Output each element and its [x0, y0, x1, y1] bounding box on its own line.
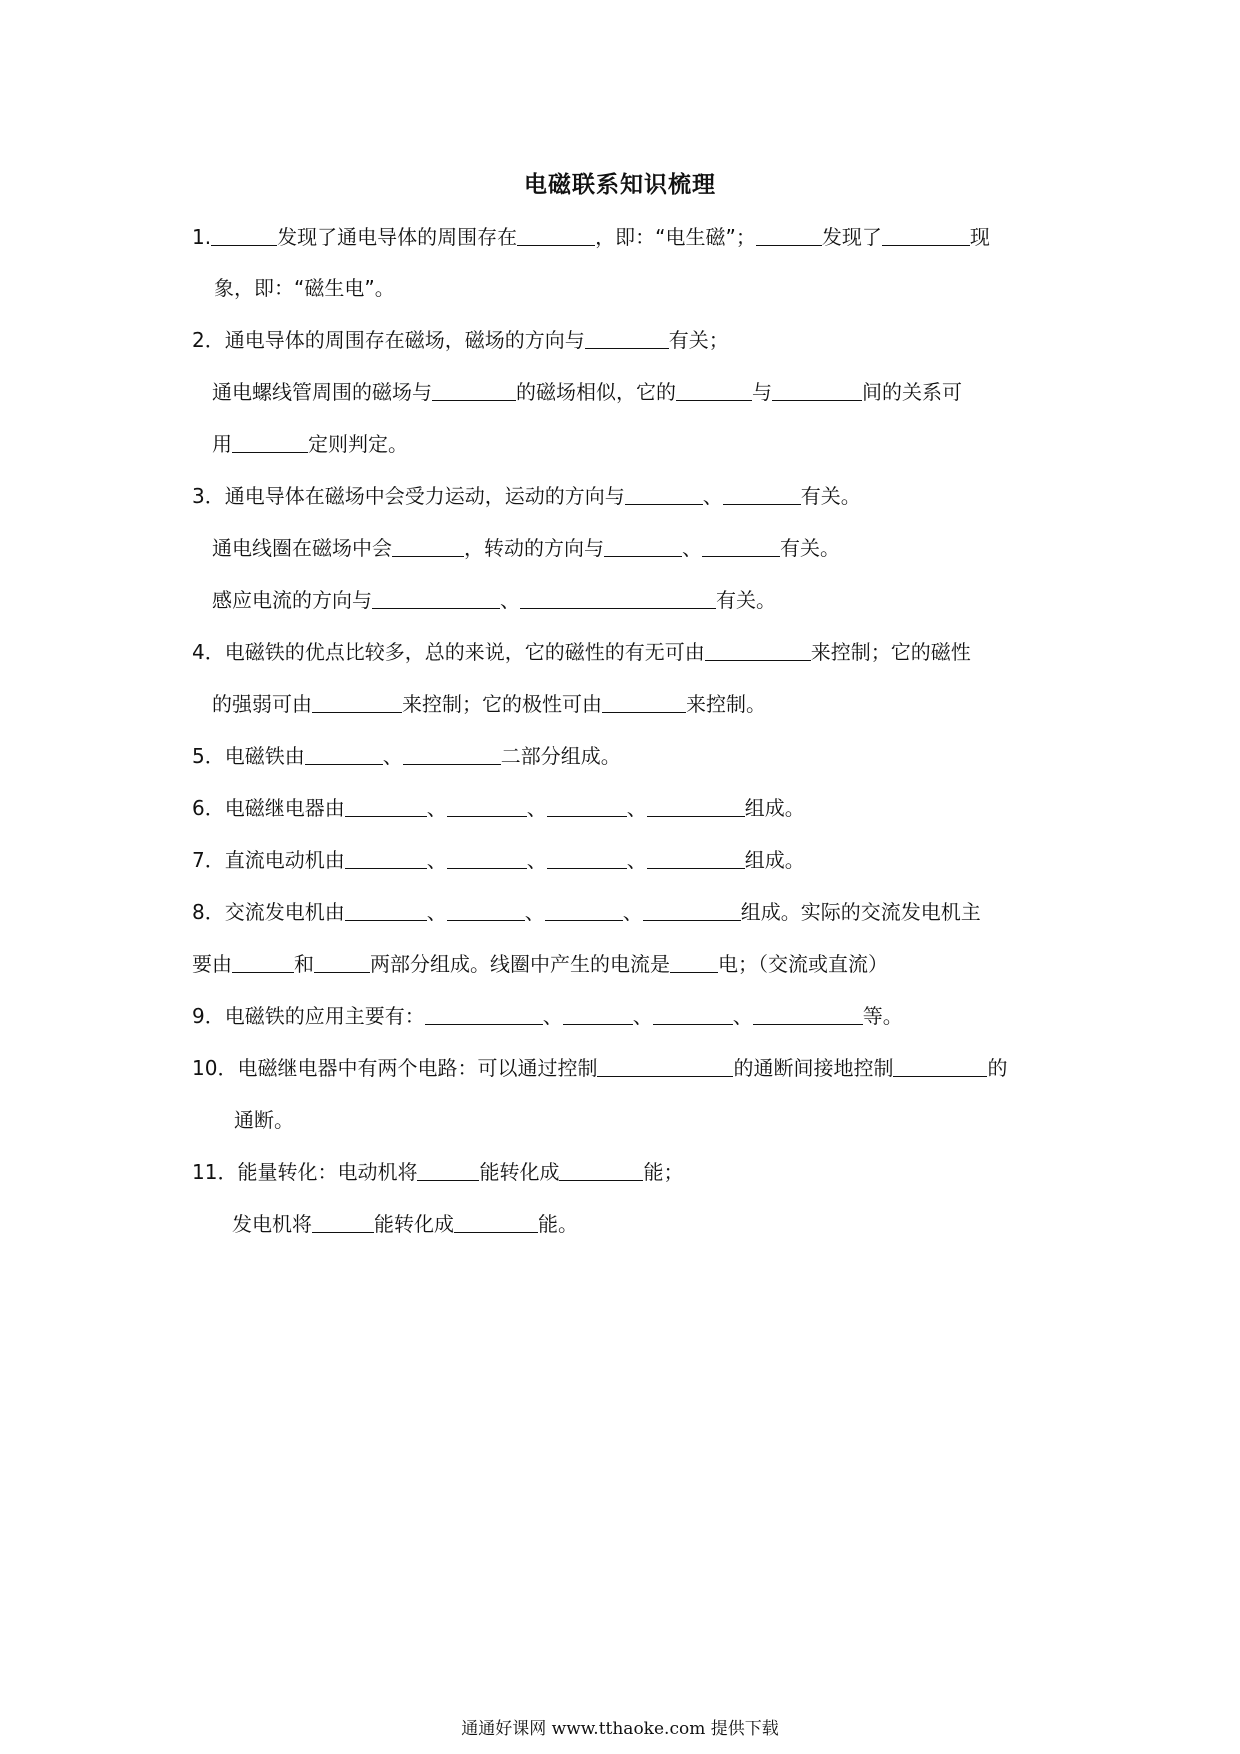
fill-blank[interactable]: [211, 221, 277, 246]
fill-blank[interactable]: [643, 896, 741, 921]
item-text: 、: [426, 848, 447, 872]
fill-blank[interactable]: [345, 844, 427, 869]
item-text: 、: [426, 796, 447, 820]
fill-blank[interactable]: [723, 480, 801, 505]
item-text: 能转化成: [374, 1212, 454, 1236]
item-text: 二部分组成。: [500, 744, 621, 768]
fill-blank[interactable]: [454, 1208, 538, 1233]
item-text: 4．电磁铁的优点比较多，总的来说，它的磁性的有无可由: [192, 640, 705, 664]
item-text: 10．电磁继电器中有两个电路：可以通过控制: [192, 1056, 598, 1080]
item-8-line-1: [192, 895, 981, 929]
fill-blank[interactable]: [545, 896, 623, 921]
item-8-line-2: [192, 947, 888, 981]
fill-blank[interactable]: [447, 896, 525, 921]
item-text: 、: [682, 536, 702, 560]
item-1-line-2: [214, 271, 395, 305]
item-text: 的磁场相似，它的: [516, 380, 676, 404]
item-text: 9．电磁铁的应用主要有：: [192, 1004, 425, 1028]
item-11-line-1: [192, 1155, 683, 1189]
fill-blank[interactable]: [345, 896, 427, 921]
item-text: 通电螺线管周围的磁场与: [212, 380, 432, 404]
item-text: 、: [526, 848, 547, 872]
fill-blank[interactable]: [312, 1208, 374, 1233]
item-text: 组成。实际的交流发电机主: [740, 900, 981, 924]
item-text: 来控制。: [686, 692, 766, 716]
item-text: 来控制；它的极性可由: [402, 692, 602, 716]
fill-blank[interactable]: [602, 688, 686, 713]
item-text: 发现了: [821, 225, 882, 249]
item-text: 11．能量转化：电动机将: [192, 1160, 418, 1184]
fill-blank[interactable]: [893, 1052, 987, 1077]
fill-blank[interactable]: [702, 532, 780, 557]
fill-blank[interactable]: [882, 221, 970, 246]
fill-blank[interactable]: [432, 376, 516, 401]
item-text: 的强弱可由: [212, 692, 312, 716]
fill-blank[interactable]: [676, 376, 752, 401]
item-text: 3．通电导体在磁场中会受力运动，运动的方向与: [192, 484, 625, 508]
item-text: 、: [626, 848, 647, 872]
fill-blank[interactable]: [417, 1156, 479, 1181]
item-text: 、: [382, 744, 403, 768]
fill-blank[interactable]: [670, 948, 718, 973]
item-text: 和: [294, 952, 314, 976]
item-text: 发现了通电导体的周围存在: [277, 225, 518, 249]
item-text: 、: [526, 796, 547, 820]
fill-blank[interactable]: [604, 532, 682, 557]
item-text: 能转化成: [479, 1160, 560, 1184]
item-3-line-1: [192, 479, 861, 513]
fill-blank[interactable]: [772, 376, 862, 401]
item-1-line-1: [192, 220, 990, 254]
item-3-line-3: [212, 583, 776, 617]
item-text: 定则判定。: [308, 432, 408, 456]
item-5-line: [192, 739, 621, 773]
item-text: 、: [632, 1004, 653, 1028]
fill-blank[interactable]: [647, 844, 745, 869]
item-text: ，转动的方向与: [464, 536, 604, 560]
fill-blank[interactable]: [597, 1052, 733, 1077]
item-text: 通断。: [234, 1108, 294, 1132]
item-11-line-2: [232, 1207, 578, 1241]
item-9-line: [192, 999, 903, 1033]
item-text: 6．电磁继电器由: [192, 796, 345, 820]
fill-blank[interactable]: [547, 792, 627, 817]
fill-blank[interactable]: [547, 844, 627, 869]
fill-blank[interactable]: [520, 584, 716, 609]
item-text: 7．直流电动机由: [192, 848, 345, 872]
item-7-line: [192, 843, 805, 877]
item-text: 通电线圈在磁场中会: [212, 536, 392, 560]
item-text: 、: [500, 588, 520, 612]
fill-blank[interactable]: [585, 324, 669, 349]
item-text: 能；: [643, 1160, 684, 1184]
fill-blank[interactable]: [705, 636, 811, 661]
fill-blank[interactable]: [447, 792, 527, 817]
item-text: 的: [987, 1056, 1008, 1080]
item-2-line-3: [212, 427, 408, 461]
fill-blank[interactable]: [425, 1000, 543, 1025]
fill-blank[interactable]: [232, 948, 294, 973]
item-text: 组成。: [744, 848, 805, 872]
item-text: 、: [426, 900, 447, 924]
fill-blank[interactable]: [232, 428, 308, 453]
item-10-line-2: [234, 1103, 294, 1137]
item-text: ，即：“电生磁”；: [595, 225, 756, 249]
fill-blank[interactable]: [345, 792, 427, 817]
item-text: 有关。: [716, 588, 776, 612]
footer-credit: 通通好课网 www.tthaoke.com 提供下载: [461, 1719, 779, 1739]
fill-blank[interactable]: [753, 1000, 863, 1025]
item-text: 等。: [862, 1004, 903, 1028]
item-text: 5．电磁铁由: [192, 744, 305, 768]
item-2-line-2: [212, 375, 962, 409]
item-text: 感应电流的方向与: [212, 588, 372, 612]
item-text: 2．通电导体的周围存在磁场，磁场的方向与: [192, 328, 585, 352]
item-text: 、: [702, 484, 723, 508]
item-10-line-1: [192, 1051, 1007, 1085]
item-4-line-1: [192, 635, 971, 669]
item-text: 发电机将: [232, 1212, 312, 1236]
item-text: 用: [212, 432, 232, 456]
fill-blank[interactable]: [756, 221, 822, 246]
item-text: 象，即：“磁生电”。: [214, 276, 395, 300]
fill-blank[interactable]: [647, 792, 745, 817]
fill-blank[interactable]: [653, 1000, 733, 1025]
item-text: 与: [752, 380, 772, 404]
item-text: 、: [626, 796, 647, 820]
item-text: 两部分组成。线圈中产生的电流是: [370, 952, 670, 976]
item-3-line-2: [212, 531, 840, 565]
item-text: 1.: [192, 225, 212, 249]
item-text: 8．交流发电机由: [192, 900, 345, 924]
fill-blank[interactable]: [392, 532, 464, 557]
fill-blank[interactable]: [517, 221, 595, 246]
item-text: 间的关系可: [862, 380, 962, 404]
fill-blank[interactable]: [372, 584, 500, 609]
item-text: 组成。: [744, 796, 805, 820]
fill-blank[interactable]: [563, 1000, 633, 1025]
item-text: 、: [542, 1004, 563, 1028]
item-text: 、: [524, 900, 545, 924]
item-text: 有关。: [800, 484, 861, 508]
item-text: 、: [732, 1004, 753, 1028]
fill-blank[interactable]: [305, 740, 383, 765]
fill-blank[interactable]: [312, 688, 402, 713]
item-text: 的通断间接地控制: [733, 1056, 894, 1080]
fill-blank[interactable]: [447, 844, 527, 869]
item-text: 有关；: [668, 328, 729, 352]
fill-blank[interactable]: [403, 740, 501, 765]
fill-blank[interactable]: [559, 1156, 643, 1181]
page-title: 电磁联系知识梳理: [524, 171, 716, 198]
item-text: 、: [622, 900, 643, 924]
item-text: 能。: [538, 1212, 578, 1236]
item-text: 来控制；它的磁性: [810, 640, 971, 664]
fill-blank[interactable]: [625, 480, 703, 505]
item-2-line-1: [192, 323, 729, 357]
item-text: 要由: [192, 952, 232, 976]
fill-blank[interactable]: [314, 948, 370, 973]
item-text: 有关。: [780, 536, 840, 560]
item-text: 电；（交流或直流）: [718, 952, 888, 976]
item-text: 现: [969, 225, 990, 249]
item-6-line: [192, 791, 805, 825]
item-4-line-2: [212, 687, 766, 721]
